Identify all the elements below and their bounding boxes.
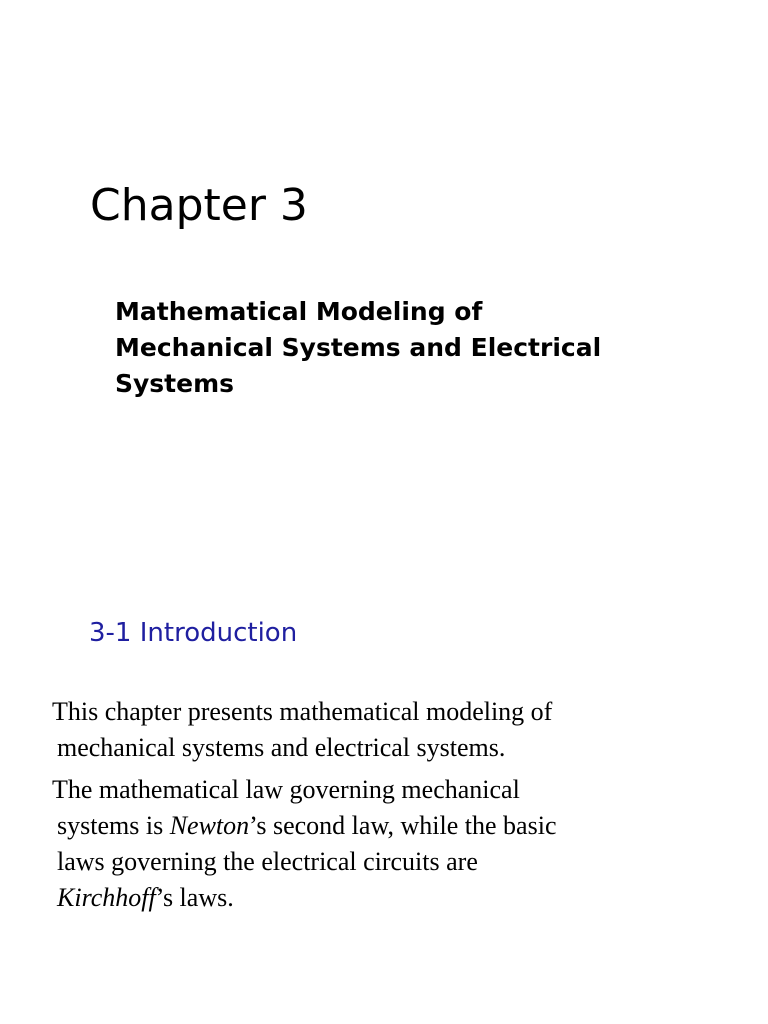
paragraph-2-line-1: The mathematical law governing mechanical <box>52 775 520 804</box>
subtitle-line-1: Mathematical Modeling of <box>115 297 483 326</box>
paragraph-2-line-4-post: ’s laws. <box>155 883 234 912</box>
kirchhoff-term: Kirchhoff <box>57 883 156 912</box>
chapter-title: Chapter 3 <box>90 180 308 231</box>
paragraph-2-line-3: laws governing the electrical circuits are <box>57 847 478 876</box>
chapter-subtitle <box>115 294 675 402</box>
intro-paragraph-2 <box>52 772 692 916</box>
paragraph-1-line-2: mechanical systems and electrical systems. <box>57 733 506 762</box>
paragraph-2-line-2-post: ’s second law, while the basic <box>249 811 557 840</box>
paragraph-1-line-1: This chapter presents mathematical modeling of <box>52 697 553 726</box>
intro-paragraph-1 <box>52 694 692 766</box>
paragraph-2-line-2 <box>52 808 692 844</box>
newton-term: Newton <box>169 811 250 840</box>
section-heading: 3-1 Introduction <box>89 618 298 648</box>
subtitle-line-3: Systems <box>115 369 235 398</box>
paragraph-2-line-2-pre: systems is <box>57 811 170 840</box>
subtitle-line-2: Mechanical Systems and Electrical <box>115 333 602 362</box>
paragraph-2-line-4 <box>52 880 692 916</box>
